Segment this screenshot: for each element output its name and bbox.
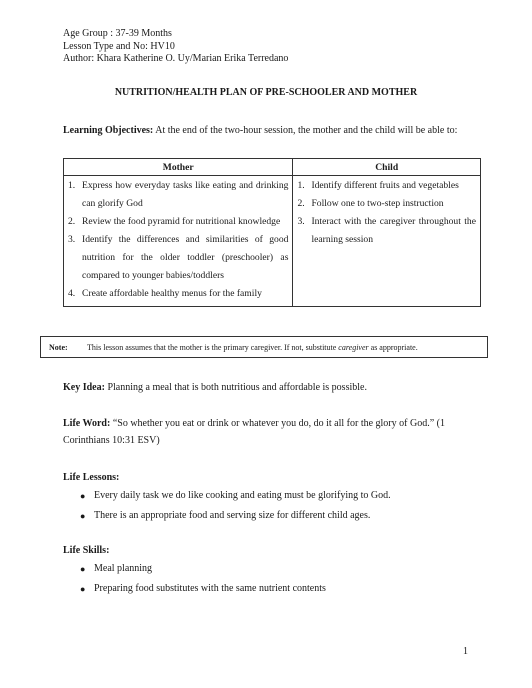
list-item: ● Meal planning bbox=[80, 563, 153, 574]
key-idea-label: Key Idea: bbox=[63, 382, 105, 393]
list-item: ● There is an appropriate food and serving size for different child ages. bbox=[80, 510, 371, 521]
list-item: 2. Follow one to two-step instruction bbox=[297, 198, 444, 209]
list-item: 4. Create affordable healthy menus for the family bbox=[68, 288, 262, 299]
note-label: Note: bbox=[49, 342, 68, 352]
list-item: 3. Identify the differences and similarities of good nutrition for the older toddler (preschooler) as compared to younger babies/toddlers bbox=[68, 234, 289, 281]
list-item: ● Preparing food substitutes with the same nutrient contents bbox=[80, 583, 326, 594]
child-objectives-cell bbox=[293, 176, 481, 307]
life-lessons-heading: Life Lessons: bbox=[63, 472, 120, 483]
author: Author: Khara Katherine O. Uy/Marian Erika Terredano bbox=[63, 53, 289, 64]
column-header-child: Child bbox=[293, 159, 481, 176]
life-word bbox=[63, 415, 483, 449]
learning-objectives bbox=[63, 122, 478, 139]
list-item: 2. Review the food pyramid for nutritional knowledge bbox=[68, 216, 281, 227]
note-text: This lesson assumes that the mother is the primary caregiver. If not, substitute caregiver as appropriate. bbox=[87, 342, 418, 352]
life-word-label: Life Word: bbox=[63, 418, 111, 429]
life-skills-heading: Life Skills: bbox=[63, 545, 110, 556]
objectives-table bbox=[63, 158, 481, 307]
page-number: 1 bbox=[463, 646, 468, 657]
life-word-text: “So whether you eat or drink or whatever you do, do it all for the glory of God.” (1 Corinthians 10:31 ESV) bbox=[63, 418, 445, 446]
learning-objectives-label: Learning Objectives: bbox=[63, 125, 154, 136]
mother-objectives-cell bbox=[64, 176, 293, 307]
list-item: 1. Identify different fruits and vegetables bbox=[297, 180, 459, 191]
list-item: 1. Express how everyday tasks like eating and drinking can glorify God bbox=[68, 180, 289, 209]
list-item: ● Every daily task we do like cooking and eating must be glorifying to God. bbox=[80, 490, 391, 501]
column-header-mother: Mother bbox=[64, 159, 293, 176]
note-box bbox=[40, 336, 488, 358]
lesson-type: Lesson Type and No: HV10 bbox=[63, 40, 175, 52]
key-idea-text: Planning a meal that is both nutritious and affordable is possible. bbox=[107, 382, 367, 393]
list-item: 3. Interact with the caregiver throughout the learning session bbox=[297, 216, 476, 245]
lesson-header bbox=[63, 28, 288, 66]
learning-objectives-text: At the end of the two-hour session, the mother and the child will be able to: bbox=[155, 125, 458, 136]
page-title: NUTRITION/HEALTH PLAN OF PRE-SCHOOLER AND MOTHER bbox=[114, 87, 418, 98]
age-group: Age Group : 37-39 Months bbox=[63, 28, 172, 39]
life-lessons-list bbox=[80, 486, 391, 526]
life-skills-list bbox=[80, 559, 326, 599]
key-idea bbox=[63, 379, 483, 396]
